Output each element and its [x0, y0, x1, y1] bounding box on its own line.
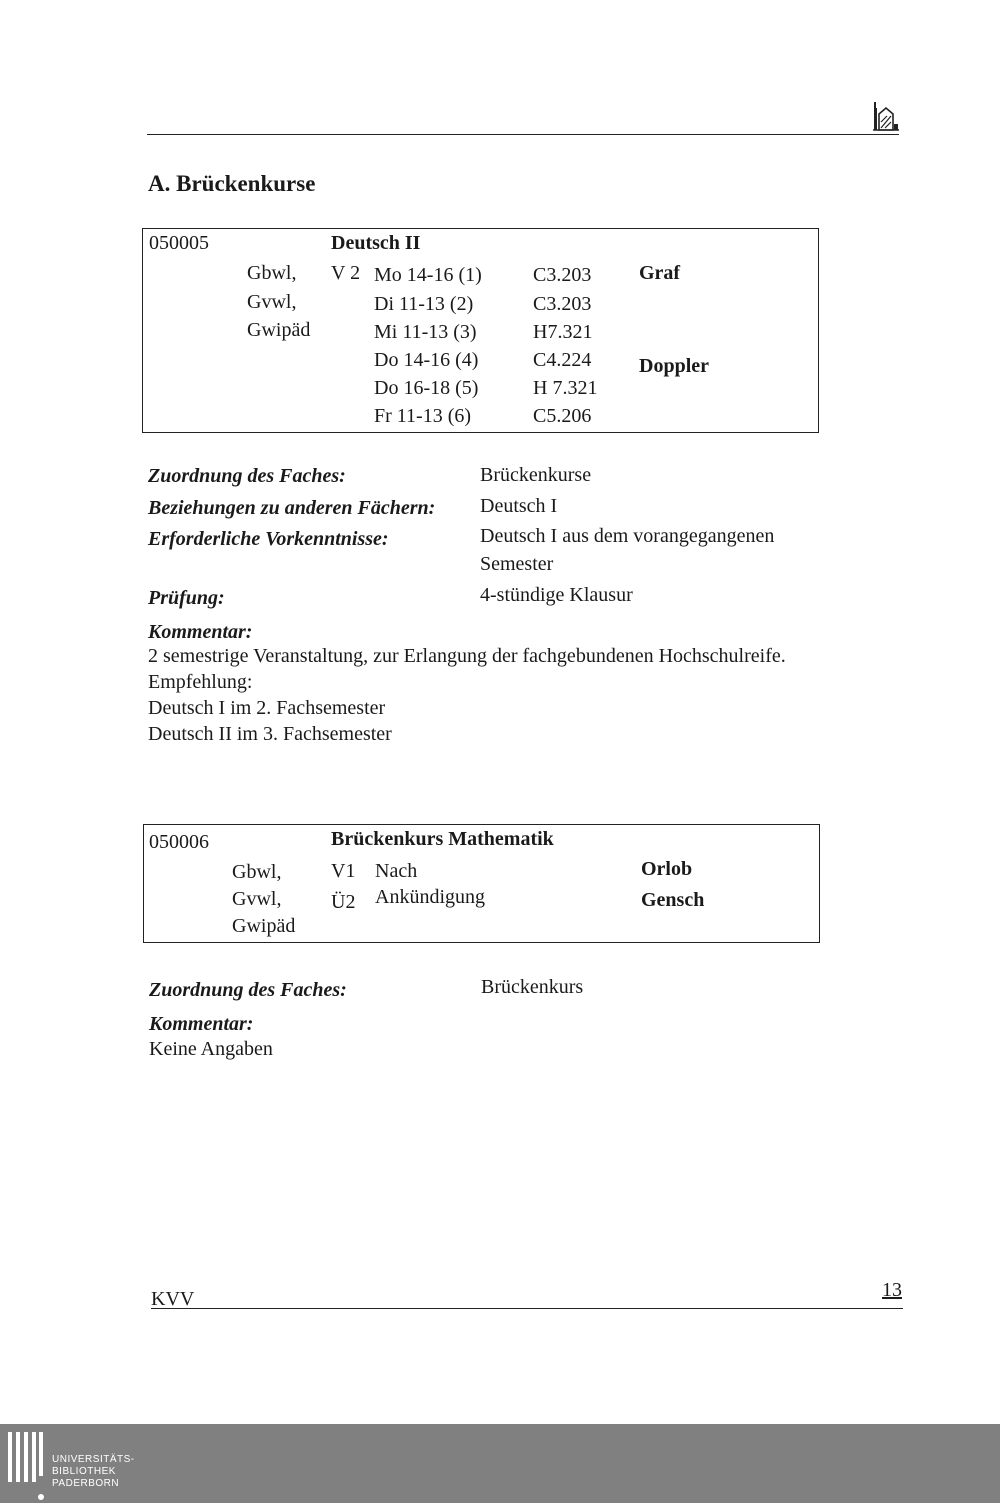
- footer-kvv: KVV: [151, 1288, 195, 1310]
- library-name: BIBLIOTHEK: [52, 1466, 116, 1477]
- session-time: Di 11-13 (2): [374, 293, 474, 315]
- field-label: Erforderliche Vorkenntnisse:: [148, 528, 389, 550]
- kommentar-line: Deutsch I im 2. Fachsemester: [148, 697, 386, 719]
- session-time: Mi 11-13 (3): [374, 321, 477, 343]
- session-room: C4.224: [533, 349, 592, 371]
- library-logo-icon: [8, 1432, 12, 1482]
- lecturer-name: Orlob: [641, 858, 693, 880]
- course-type: V 2: [331, 262, 361, 284]
- library-name: PADERBORN: [52, 1478, 120, 1489]
- session-room: C3.203: [533, 264, 592, 286]
- library-logo-icon: [16, 1432, 20, 1482]
- library-logo-icon: [39, 1432, 43, 1476]
- session-room: H7.321: [533, 321, 593, 343]
- library-footer-bar: [0, 1424, 1000, 1503]
- kommentar-line: Deutsch II im 3. Fachsemester: [148, 723, 392, 745]
- field-label: Zuordnung des Faches:: [149, 979, 347, 1001]
- session-time: Do 16-18 (5): [374, 377, 479, 399]
- course-title: Brückenkurs Mathematik: [331, 828, 554, 850]
- program-label: Gwipäd: [232, 915, 296, 937]
- field-value: Semester: [480, 553, 554, 575]
- footer-rule: [151, 1308, 903, 1309]
- session-room: H 7.321: [533, 377, 598, 399]
- library-logo-icon: [24, 1432, 28, 1482]
- program-label: Gvwl,: [247, 291, 297, 313]
- section-title: A. Brückenkurse: [148, 171, 316, 196]
- course-number: 050006: [149, 831, 209, 853]
- course-number: 050005: [149, 232, 209, 254]
- session-room: C5.206: [533, 405, 592, 427]
- field-value: Brückenkurse: [480, 464, 592, 486]
- program-label: Gbwl,: [232, 861, 282, 883]
- page-number: 13: [882, 1279, 902, 1301]
- field-value: Brückenkurs: [481, 976, 584, 998]
- session-time: Fr 11-13 (6): [374, 405, 472, 427]
- field-value: Deutsch I: [480, 495, 558, 517]
- library-logo-dot-icon: [38, 1494, 44, 1500]
- program-label: Gwipäd: [247, 319, 311, 341]
- kommentar-line: 2 semestrige Veranstaltung, zur Erlangung der fachgebundenen Hochschulreife.: [148, 645, 786, 667]
- field-label: Prüfung:: [148, 587, 225, 609]
- kommentar-line: Keine Angaben: [149, 1038, 273, 1060]
- course-title: Deutsch II: [331, 232, 421, 254]
- header-rule: [147, 134, 899, 135]
- field-label: Beziehungen zu anderen Fächern:: [148, 497, 436, 519]
- kommentar-label: Kommentar:: [149, 1013, 254, 1035]
- session-time: Ankündigung: [375, 886, 485, 908]
- course-box: [142, 228, 819, 433]
- kommentar-line: Empfehlung:: [148, 671, 253, 693]
- program-label: Gvwl,: [232, 888, 282, 910]
- kommentar-label: Kommentar:: [148, 621, 253, 643]
- lecturer-name: Graf: [639, 262, 681, 284]
- session-room: C3.203: [533, 293, 592, 315]
- institution-logo-icon: [872, 98, 900, 132]
- library-name: UNIVERSITÄTS-: [52, 1454, 135, 1465]
- field-label: Zuordnung des Faches:: [148, 465, 346, 487]
- lecturer-name: Gensch: [641, 889, 705, 911]
- library-logo-icon: [32, 1432, 36, 1482]
- field-value: Deutsch I aus dem vorangegangenen: [480, 525, 775, 547]
- field-value: 4-stündige Klausur: [480, 584, 633, 606]
- session-time: Nach: [375, 860, 418, 882]
- session-time: Do 14-16 (4): [374, 349, 479, 371]
- course-type: V1: [331, 860, 356, 882]
- lecturer-name: Doppler: [639, 355, 709, 377]
- course-type: Ü2: [331, 891, 356, 913]
- program-label: Gbwl,: [247, 262, 297, 284]
- session-time: Mo 14-16 (1): [374, 264, 482, 286]
